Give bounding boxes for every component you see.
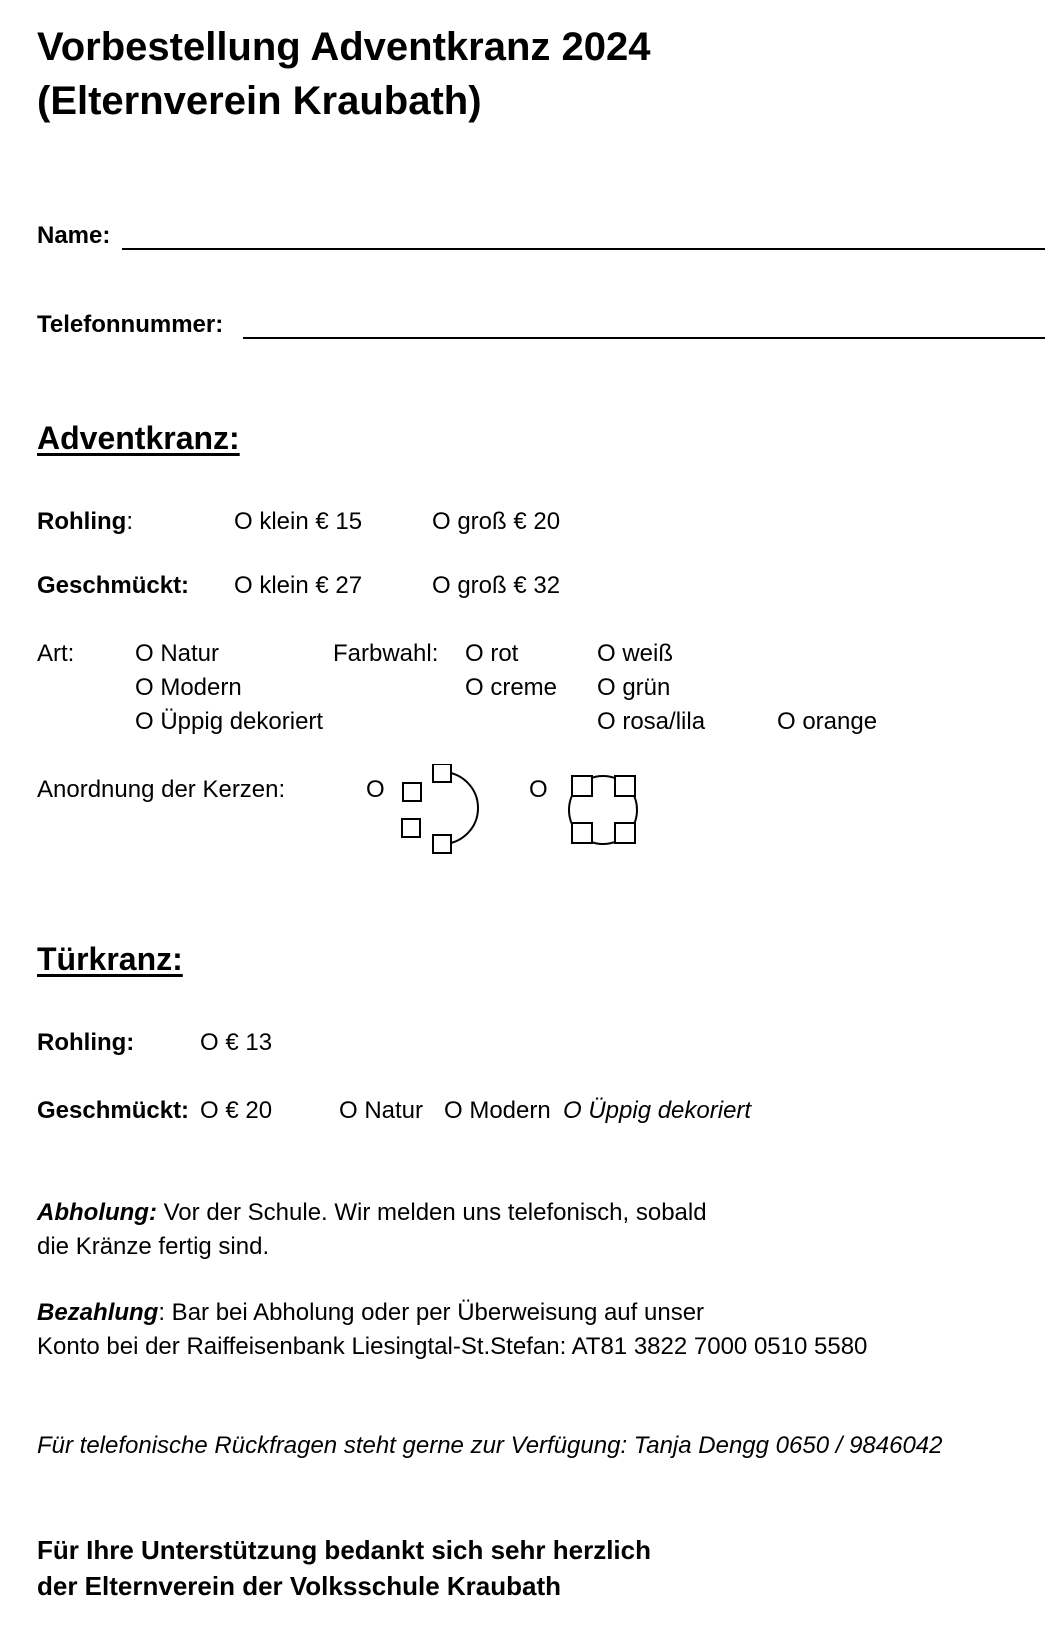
option-art-natur[interactable]: O Natur	[135, 640, 220, 667]
option-candles-square[interactable]: O	[529, 776, 548, 803]
option-art-modern[interactable]: O Modern	[135, 674, 242, 701]
pickup-label: Abholung:	[37, 1199, 157, 1226]
tuerkranz-geschmueckt-label: Geschmückt:	[37, 1097, 190, 1124]
option-color-creme[interactable]: O creme	[465, 674, 558, 701]
name-field[interactable]	[122, 248, 1045, 250]
payment-note	[37, 1296, 1017, 1364]
option-geschmueckt-gross[interactable]: O groß € 32	[432, 572, 561, 599]
candles-label: Anordnung der Kerzen:	[37, 776, 286, 803]
section-heading-tuerkranz: Türkranz:	[37, 941, 183, 977]
pickup-text-2: die Kränze fertig sind.	[37, 1233, 270, 1260]
pickup-note	[37, 1196, 1017, 1264]
option-color-orange[interactable]: O orange	[777, 708, 878, 735]
option-tuerkranz-natur[interactable]: O Natur	[339, 1097, 424, 1124]
thanks-note	[37, 1532, 651, 1604]
option-color-rot[interactable]: O rot	[465, 640, 519, 667]
payment-text-2: Konto bei der Raiffeisenbank Liesingtal-St.Stefan: AT81 3822 7000 0510 5580	[37, 1333, 868, 1360]
farbwahl-label: Farbwahl:	[333, 640, 439, 667]
option-art-ueppig[interactable]: O Üppig dekoriert	[135, 708, 324, 735]
phone-field[interactable]	[243, 337, 1045, 339]
option-tuerkranz-geschmueckt[interactable]: O € 20	[200, 1097, 273, 1124]
option-tuerkranz-rohling[interactable]: O € 13	[200, 1029, 273, 1056]
section-heading-adventkranz: Adventkranz:	[37, 420, 240, 456]
phone-label: Telefonnummer:	[37, 311, 224, 338]
option-tuerkranz-modern[interactable]: O Modern	[444, 1097, 551, 1124]
payment-label: Bezahlung	[37, 1299, 159, 1326]
adventkranz-rohling-label	[37, 508, 133, 536]
candles-square-diagram	[566, 772, 644, 848]
pickup-text: Vor der Schule. Wir melden uns telefonisch, sobald	[156, 1199, 707, 1226]
option-color-gruen[interactable]: O grün	[597, 674, 671, 701]
option-tuerkranz-ueppig[interactable]: O Üppig dekoriert	[563, 1097, 752, 1124]
thanks-line-1: Für Ihre Unterstützung bedankt sich sehr herzlich	[37, 1535, 651, 1565]
title-line-1: Vorbestellung Adventkranz 2024	[37, 25, 651, 69]
contact-note: Für telefonische Rückfragen steht gerne zur Verfügung: Tanja Dengg 0650 / 9846042	[37, 1432, 943, 1459]
name-label: Name:	[37, 222, 111, 249]
title-line-2: (Elternverein Kraubath)	[37, 79, 482, 123]
thanks-line-2: der Elternverein der Volksschule Kraubath	[37, 1571, 562, 1601]
option-geschmueckt-klein[interactable]: O klein € 27	[234, 572, 363, 599]
candles-half-circle-diagram	[398, 764, 482, 854]
option-color-weiss[interactable]: O weiß	[597, 640, 674, 667]
option-color-rosa-lila[interactable]: O rosa/lila	[597, 708, 706, 735]
tuerkranz-rohling-label: Rohling:	[37, 1029, 135, 1056]
rohling-label-colon: :	[126, 508, 133, 535]
option-rohling-gross[interactable]: O groß € 20	[432, 508, 561, 535]
payment-text: : Bar bei Abholung oder per Überweisung auf unser	[158, 1299, 705, 1326]
page-title	[37, 20, 651, 128]
option-candles-half-circle[interactable]: O	[366, 776, 385, 803]
adventkranz-geschmueckt-label: Geschmückt:	[37, 572, 190, 599]
option-rohling-klein[interactable]: O klein € 15	[234, 508, 363, 535]
rohling-label-text: Rohling	[37, 508, 127, 535]
art-label: Art:	[37, 640, 75, 667]
